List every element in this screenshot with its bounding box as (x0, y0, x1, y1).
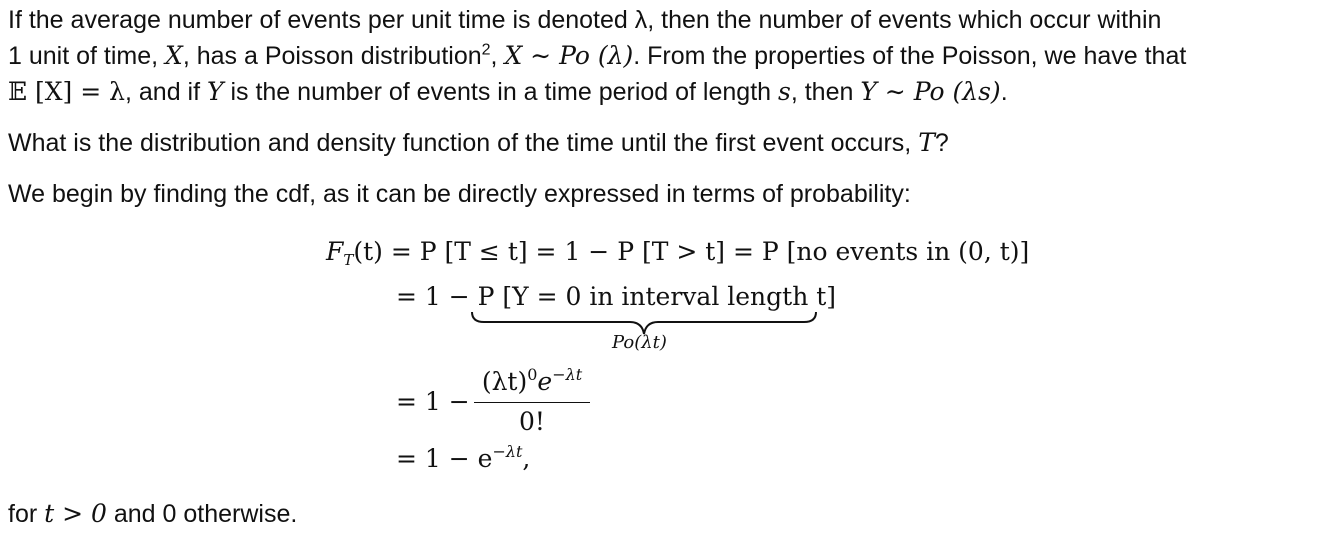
derivation-line-3-prefix-text: = 1 − (396, 387, 470, 416)
intro-line-3 (8, 74, 1008, 110)
intro-line-2-text-c: , (490, 42, 505, 70)
lead-in-text: We begin by finding the cdf, as it can be directly expressed in terms of probability: (8, 180, 911, 208)
derivation-line-2-text: = 1 − P [Y = 0 in interval length t] (396, 282, 837, 311)
intro-line-1-text: If the average number of events per unit time is denoted λ, then the number of events which occur within (8, 6, 1162, 34)
numerator-power: 0 (527, 365, 538, 384)
fraction-numerator (474, 364, 590, 400)
intro-line-3-text-b: is the number of events in a time period of length (223, 78, 778, 106)
lead-in-paragraph (8, 176, 911, 212)
variable-t: T (918, 128, 935, 157)
question-text: What is the distribution and density function of the time until the first event occurs, (8, 129, 919, 157)
derivation-line-1-rest: = P [T ≤ t] = 1 − P [T > t] = P [no events in (0, t)] (382, 237, 1030, 266)
cdf-argument: (t) (353, 237, 383, 266)
expectation-formula: 𝔼 [X] = λ (8, 77, 125, 106)
question-paragraph (8, 125, 949, 161)
numerator-base: (λt) (481, 367, 528, 396)
derivation-line-1 (326, 234, 1029, 270)
derivation-line-4-text: = 1 − e (396, 444, 493, 473)
footnote-marker[interactable]: 2 (481, 41, 491, 59)
variable-s: s (778, 77, 791, 106)
cdf-subscript: T (343, 251, 354, 269)
intro-line-2-text-b: , has a Poisson distribution (182, 42, 482, 70)
derivation-line-4-comma: , (522, 444, 531, 473)
intro-line-2 (8, 38, 1186, 74)
derivation-line-3-prefix (396, 384, 470, 420)
intro-line-2-text-a: 1 unit of time, (8, 42, 166, 70)
intro-line-2-text-d: . From the properties of the Poisson, we have that (633, 42, 1187, 70)
intro-line-1 (8, 2, 1161, 38)
derivation-line-4 (396, 441, 530, 477)
numerator-exponent: −λt (552, 365, 583, 384)
condition: t > 0 (44, 499, 107, 528)
conclusion-text-b: and 0 otherwise. (106, 500, 298, 528)
variable-x: X (165, 41, 183, 70)
intro-line-3-text-d: . (1000, 78, 1008, 106)
poisson-distribution-y: Y ∼ Po (λs) (860, 77, 1001, 106)
conclusion-paragraph (8, 496, 297, 532)
poisson-distribution-x: X ∼ Po (λ) (504, 41, 634, 70)
derivation-line-4-exponent: −λt (492, 442, 523, 461)
intro-line-3-text-c: , then (790, 78, 861, 106)
fraction-denominator: 0! (519, 407, 545, 436)
fraction-bar (474, 402, 590, 403)
fraction (474, 364, 590, 437)
brace-label: Po(λt) (612, 332, 667, 353)
question-end: ? (934, 129, 949, 157)
numerator-e: e (537, 367, 553, 396)
variable-y: Y (207, 77, 224, 106)
conclusion-text-a: for (8, 500, 45, 528)
intro-line-3-text-a: , and if (125, 78, 207, 106)
cdf-symbol: F (326, 237, 344, 266)
